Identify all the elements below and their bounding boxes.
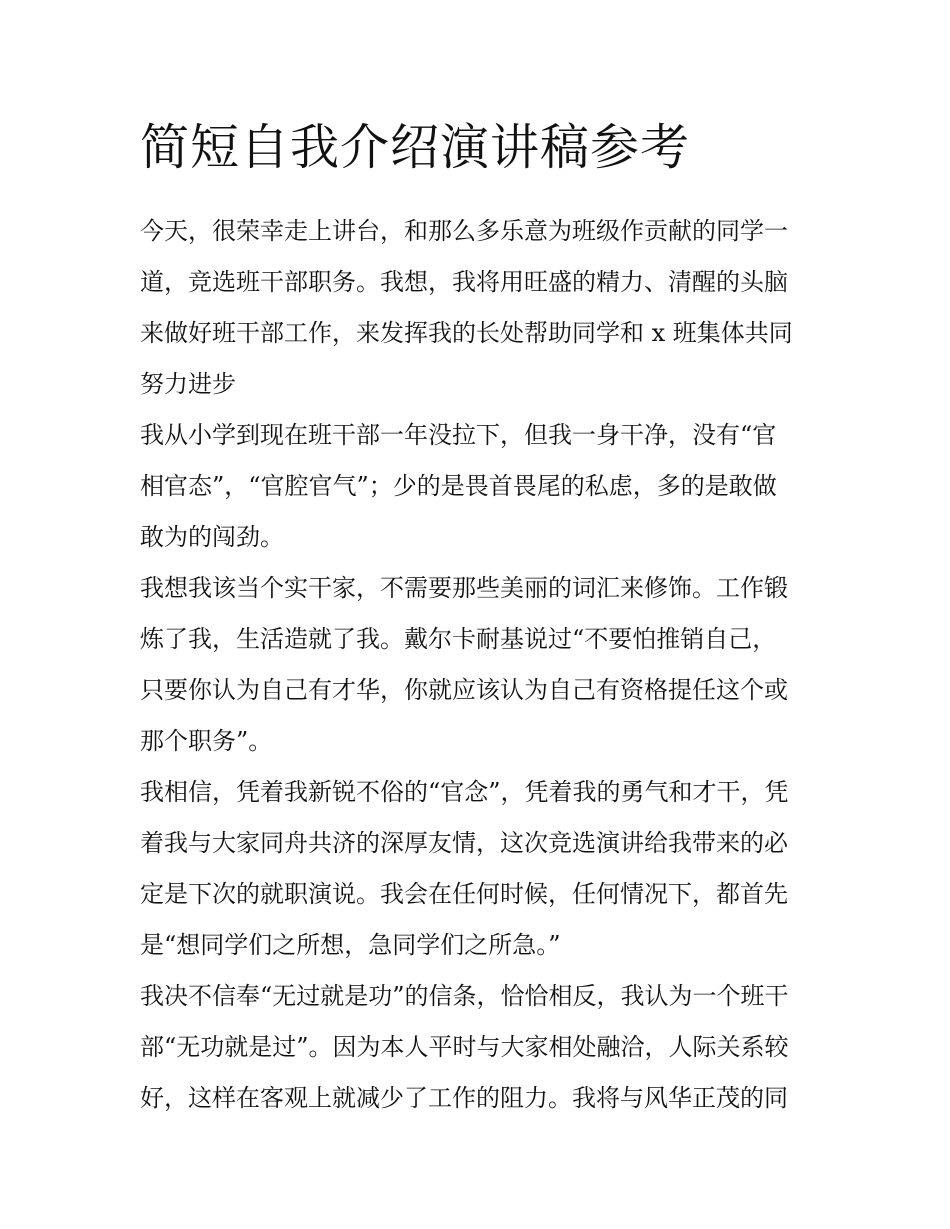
paragraph-line: 今天，很荣幸走上讲台，和那么多乐意为班级作贡献的同学一 xyxy=(140,217,788,245)
paragraph-line: 我想我该当个实干家，不需要那些美丽的词汇来修饰。工作锻 xyxy=(140,574,788,602)
paragraph-line: 我决不信奉“无过就是功”的信条，恰恰相反，我认为一个班干 xyxy=(140,982,789,1010)
paragraph-line: 部“无功就是过”。因为本人平时与大家相处融洽，人际关系较 xyxy=(140,1033,789,1061)
paragraph-line: 我相信，凭着我新锐不俗的“官念”，凭着我的勇气和才干，凭 xyxy=(140,778,789,806)
paragraph-line: 只要你认为自己有才华，你就应该认为自己有资格提任这个或 xyxy=(140,676,788,704)
document-title: 简短自我介绍演讲稿参考 xyxy=(140,119,691,176)
paragraph-line: 道，竞选班干部职务。我想，我将用旺盛的精力、清醒的头脑 xyxy=(140,268,788,296)
paragraph-3 xyxy=(140,563,820,767)
document-content xyxy=(140,112,820,1124)
paragraph-1 xyxy=(140,206,820,410)
paragraph-5 xyxy=(140,971,820,1124)
paragraph-line: 好，这样在客观上就减少了工作的阻力。我将与风华正茂的同 xyxy=(140,1084,788,1112)
paragraph-line: 定是下次的就职演说。我会在任何时候，任何情况下，都首先 xyxy=(140,880,788,908)
paragraph-line: 努力进步 xyxy=(140,370,236,398)
paragraph-line: 敢为的闯劲。 xyxy=(140,523,284,551)
paragraph-line: 相官态”，“官腔官气”；少的是畏首畏尾的私虑，多的是敢做 xyxy=(140,472,777,500)
paragraph-line: 是“想同学们之所想，急同学们之所急。” xyxy=(140,931,561,959)
paragraph-4 xyxy=(140,767,820,971)
paragraph-line: 来做好班干部工作，来发挥我的长处帮助同学和 x 班集体共同 xyxy=(140,319,793,347)
paragraph-line: 炼了我，生活造就了我。戴尔卡耐基说过“不要怕推销自己， xyxy=(140,625,777,653)
document-body xyxy=(140,206,820,1124)
paragraph-line: 我从小学到现在班干部一年没拉下，但我一身干净，没有“官 xyxy=(140,421,777,449)
paragraph-line: 那个职务”。 xyxy=(140,727,273,755)
paragraph-2 xyxy=(140,410,820,563)
paragraph-line: 着我与大家同舟共济的深厚友情，这次竞选演讲给我带来的必 xyxy=(140,829,788,857)
